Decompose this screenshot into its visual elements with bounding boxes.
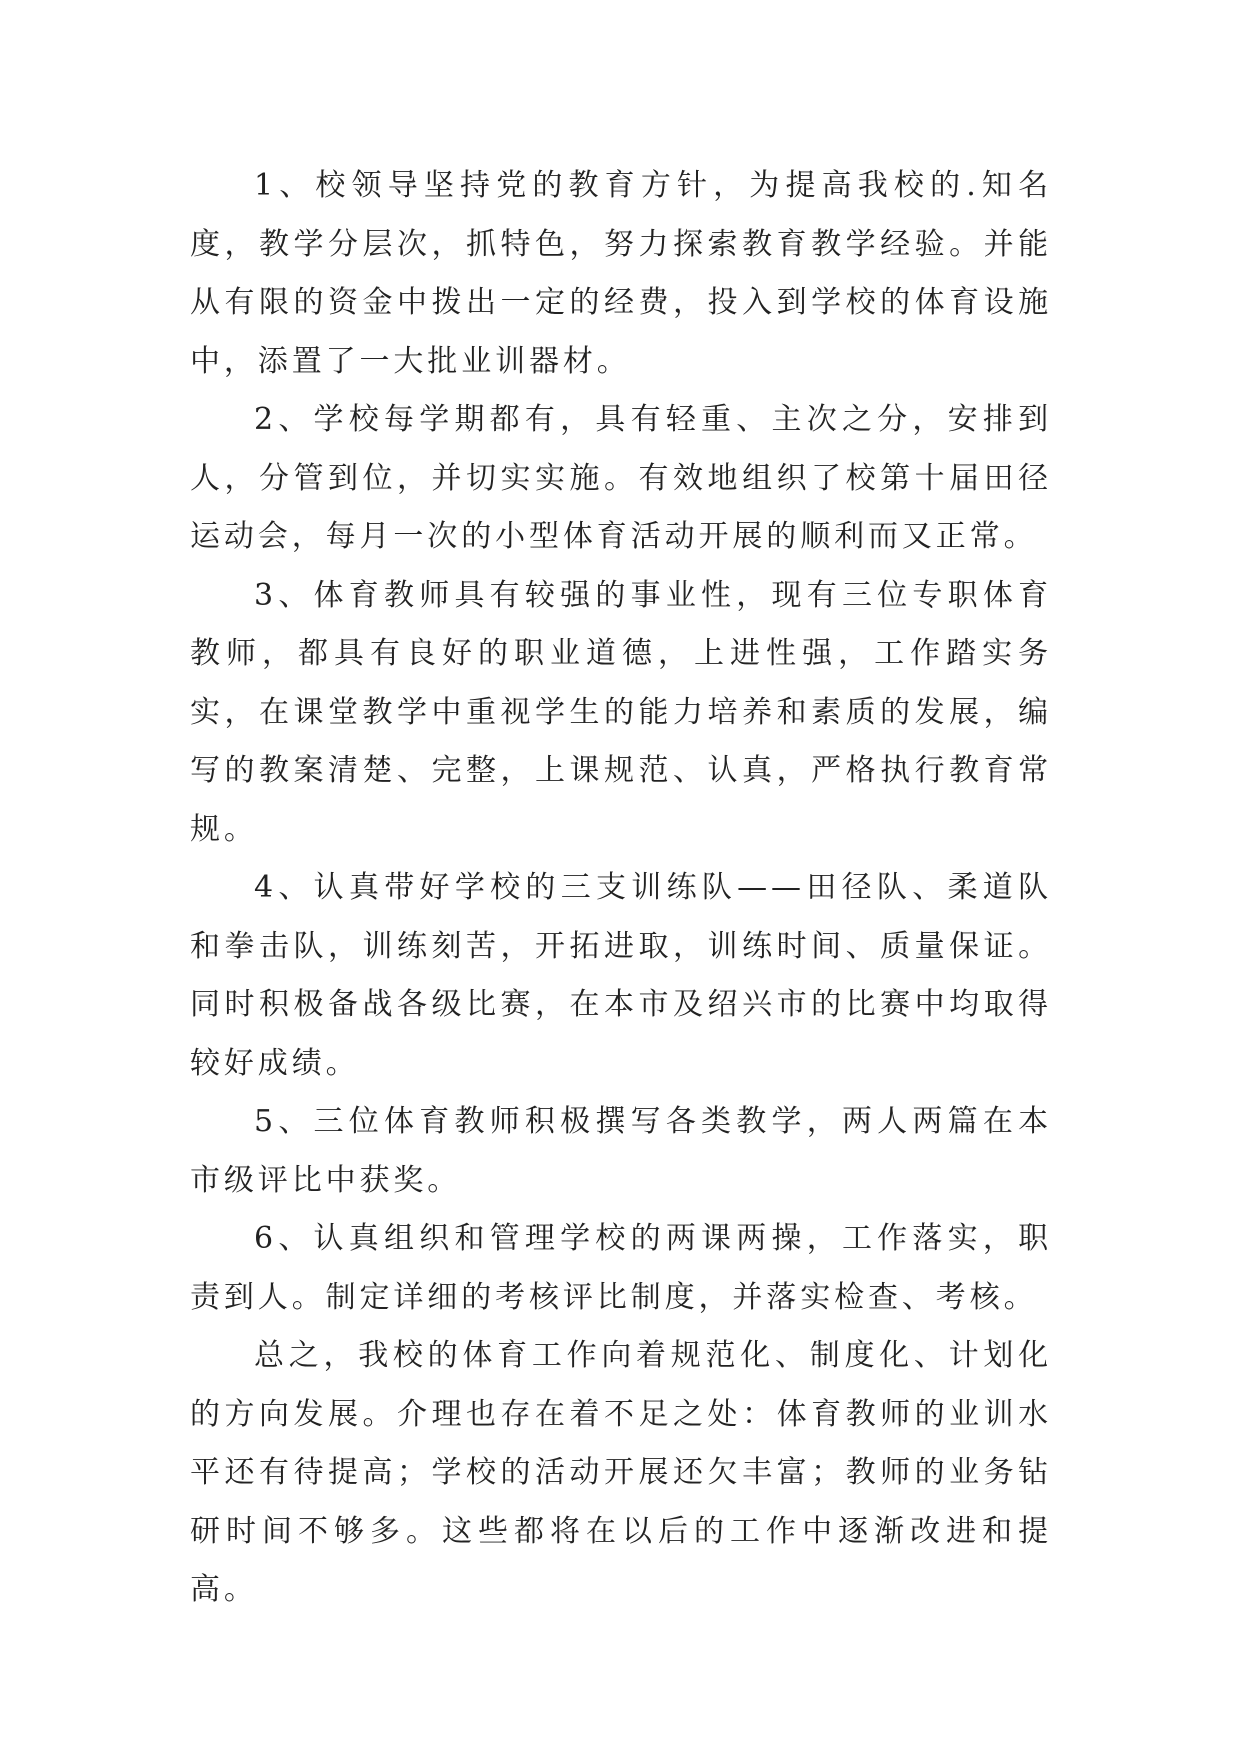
paragraph-6: 6、认真组织和管理学校的两课两操，工作落实，职责到人。制定详细的考核评比制度，并落实检查、考核。 bbox=[190, 1221, 1052, 1315]
paragraph-4: 4、认真带好学校的三支训练队——田径队、柔道队和拳击队，训练刻苦，开拓进取，训练时间、质量保证。同时积极备战各级比赛，在本市及绍兴市的比赛中均取得较好成绩。 bbox=[190, 870, 1052, 1081]
paragraph-summary: 总之，我校的体育工作向着规范化、制度化、计划化的方向发展。介理也存在着不足之处：体育教师的业训水平还有待提高；学校的活动开展还欠丰富；教师的业务钻研时间不够多。这些都将在以后的工作中逐渐改进和提高。 bbox=[190, 1338, 1052, 1607]
paragraph-1: 1、校领导坚持党的教育方针，为提高我校的.知名度，教学分层次，抓特色，努力探索教育教学经验。并能从有限的资金中拨出一定的经费，投入到学校的体育设施中，添置了一大批业训器材。 bbox=[190, 168, 1052, 379]
paragraph-5: 5、三位体育教师积极撰写各类教学，两人两篇在本市级评比中获奖。 bbox=[190, 1104, 1052, 1198]
paragraph-2: 2、学校每学期都有，具有轻重、主次之分，安排到人，分管到位，并切实实施。有效地组织了校第十届田径运动会，每月一次的小型体育活动开展的顺利而又正常。 bbox=[190, 402, 1052, 554]
paragraph-3: 3、体育教师具有较强的事业性，现有三位专职体育教师，都具有良好的职业道德，上进性强，工作踏实务实，在课堂教学中重视学生的能力培养和素质的发展，编写的教案清楚、完整，上课规范、认真，严格执行教育常规。 bbox=[190, 577, 1052, 847]
document-body bbox=[190, 157, 1052, 1620]
